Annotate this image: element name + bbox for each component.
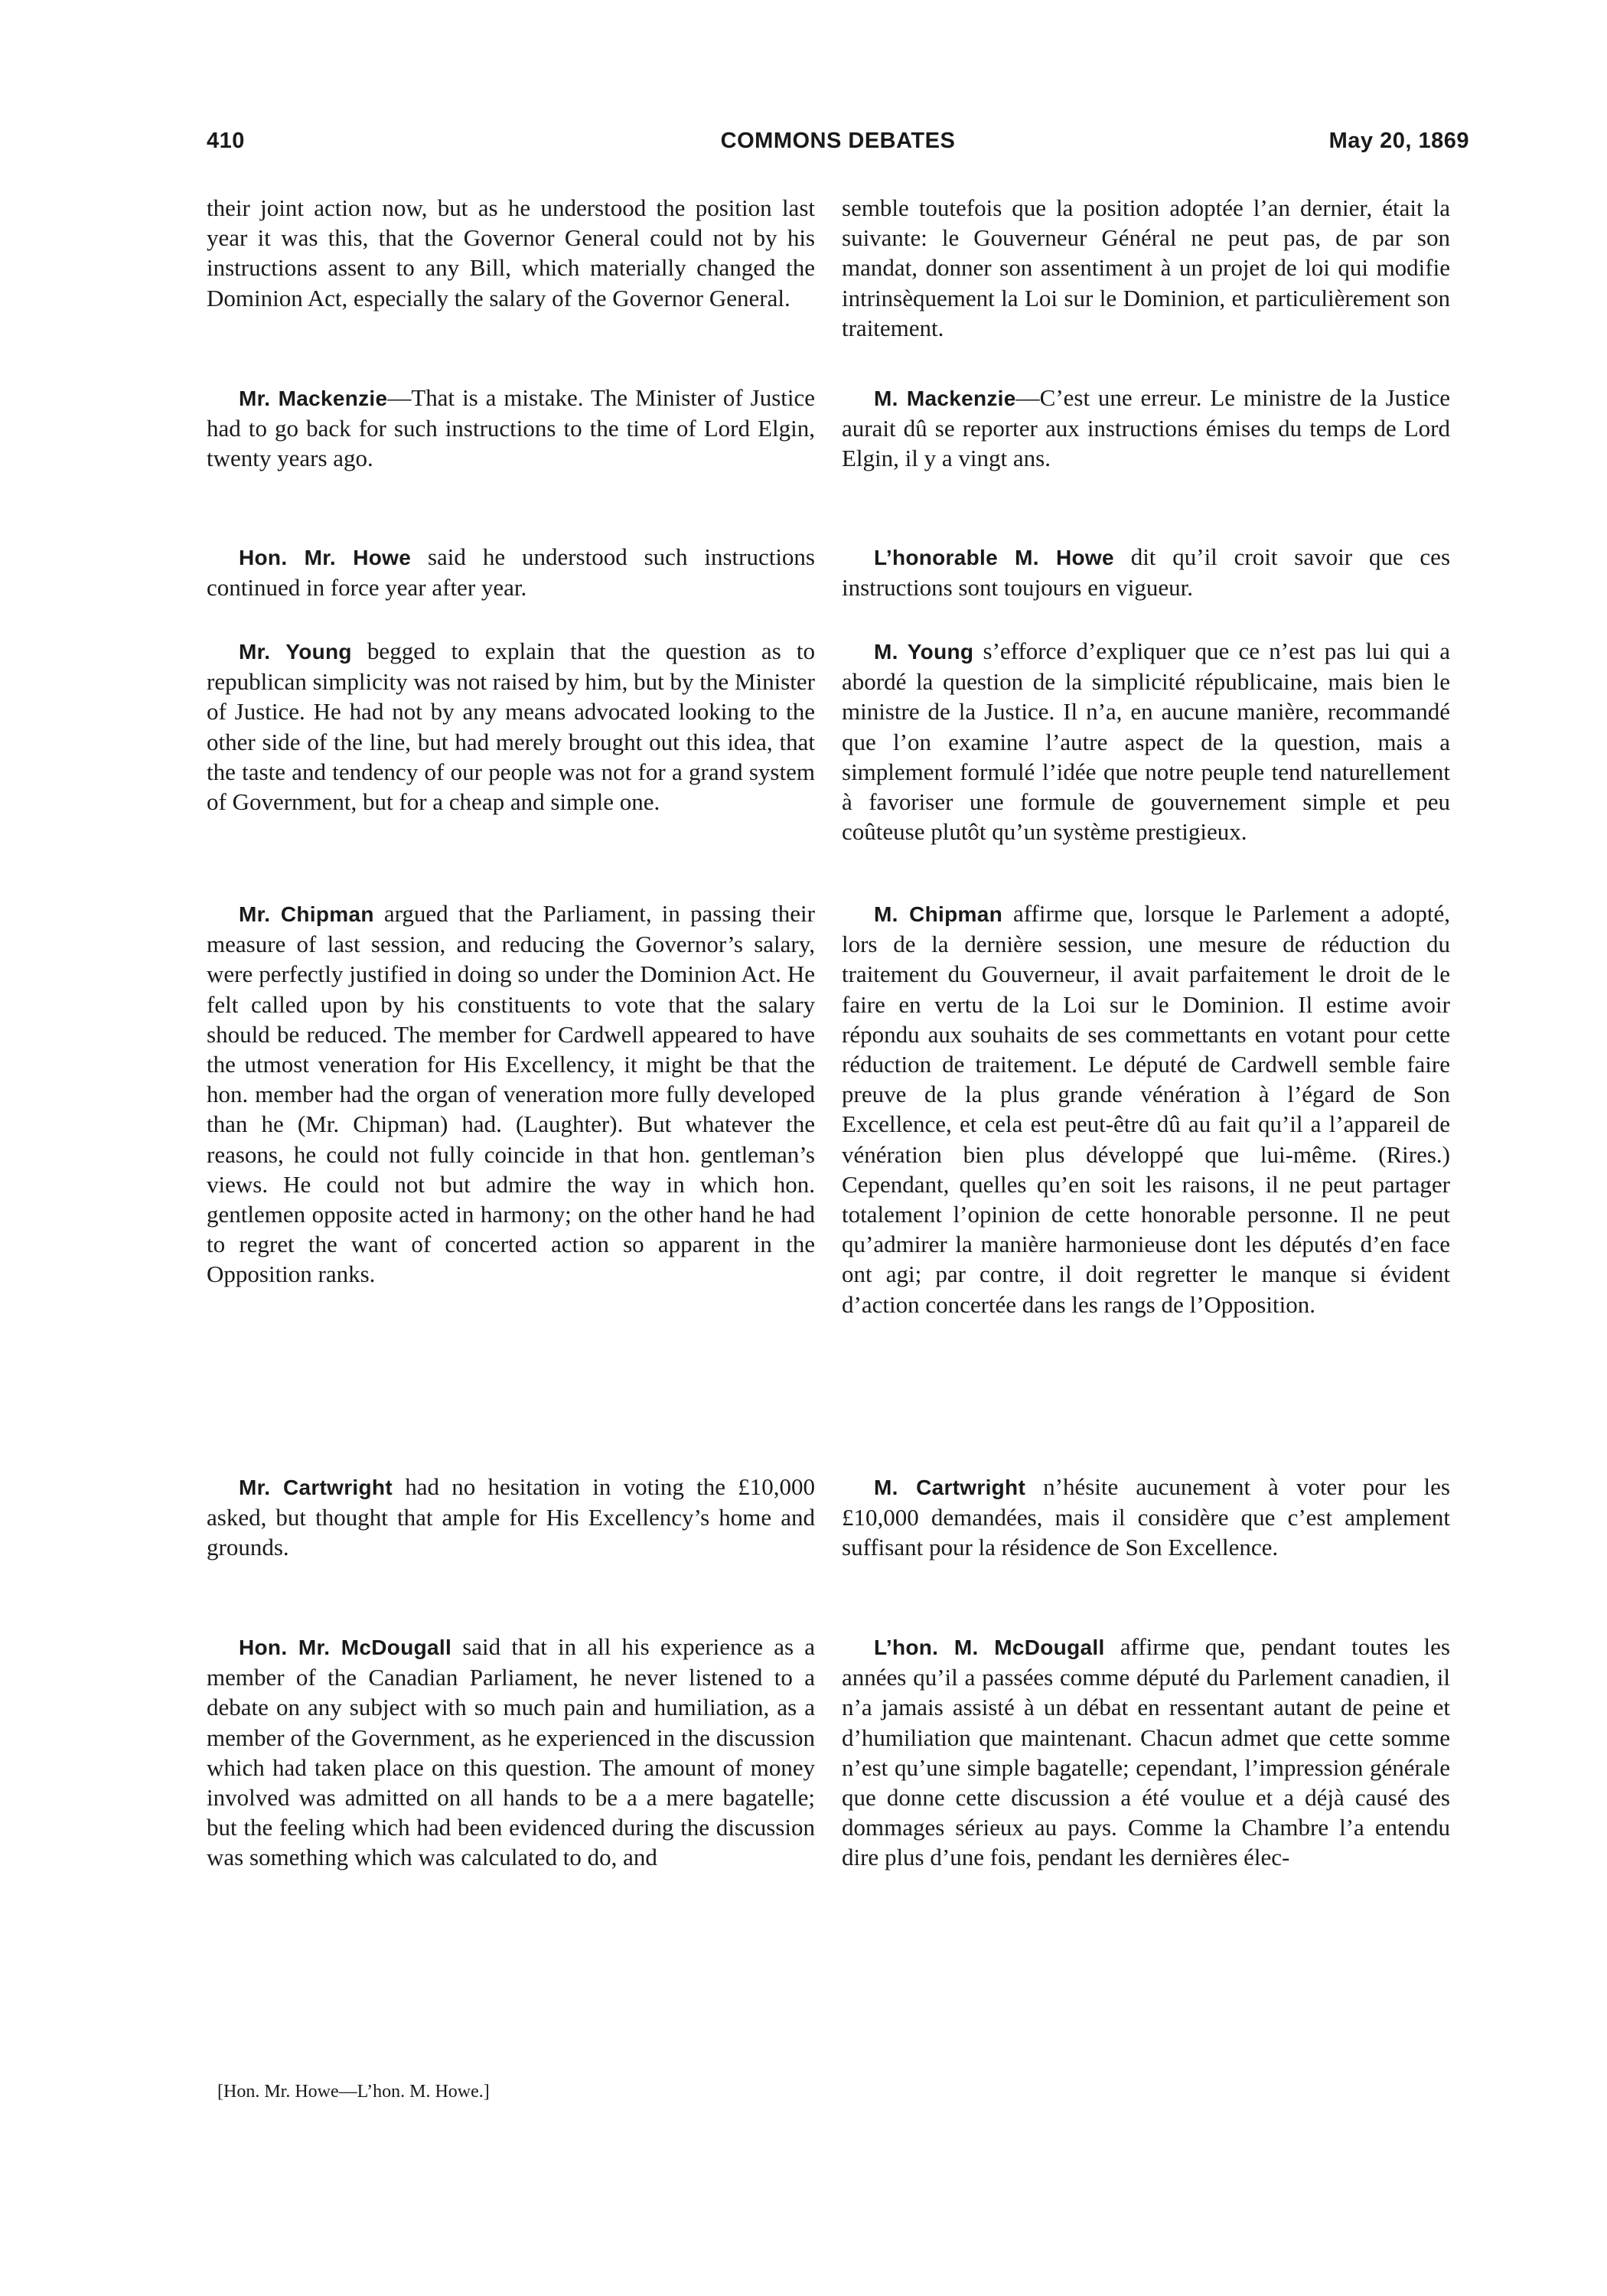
paragraph-fr-howe <box>842 542 1450 602</box>
speaker-name: M. Mackenzie <box>874 386 1016 410</box>
paragraph-text: said that in all his experience as a member of the Canadian Parliament, he never listened to a debate on any subject with so much pain and humiliation, as a member of the Government, as he experienced in the discussion which had taken place on this question. The amount of money involved was admitted on all hands to be a a mere bagatelle; but the feeling which had been evidenced during the discussion was something which was calculated to do, and <box>207 1633 815 1871</box>
speaker-name: Mr. Cartwright <box>239 1476 393 1499</box>
paragraph-text: begged to explain that the question as to republican simplicity was not raised by him, but by the Minister of Justice. He had not by any means advocated looking to the other side of the line, but had merely brought out this idea, that the taste and tendency of our people was not for a grand system of Government, but for a cheap and simple one. <box>207 638 815 816</box>
speaker-name: Mr. Mackenzie <box>239 386 388 410</box>
speaker-name: Mr. Young <box>239 640 352 664</box>
paragraph-text: their joint action now, but as he understood the position last year it was this, that the Governor General could not by his instructions assent to any Bill, which materially changed the Dominion Act, especially the salary of the Governor General. <box>207 194 815 311</box>
paragraph-en-young <box>207 636 815 817</box>
paragraph-text: argued that the Parliament, in passing their measure of last session, and reducing the Governor’s salary, were perfectly justified in doing so under the Dominion Act. He felt called upon by his constituents to vote that the salary should be reduced. The member for Cardwell appeared to have the utmost veneration for His Excellency, it might be that the hon. member had the organ of veneration more fully developed than he (Mr. Chipman) had. (Laughter). But whatever the reasons, he could not fully coincide in that hon. gentleman’s views. He could not but admire the way in which hon. gentlemen opposite acted in harmony; on the other hand he had to regret the want of concerted action so apparent in the Opposition ranks. <box>207 900 815 1288</box>
paragraph-text: semble toutefois que la position adoptée l’an dernier, était la suivante: le Gouverneur Général ne peut pas, de par son mandat, donner son assentiment à un projet de loi qui modifie intrinsèquement la Loi sur le Dominion, et particulièrement son traitement. <box>842 194 1450 341</box>
journal-title: COMMONS DEBATES <box>720 129 956 153</box>
paragraph-text: s’efforce d’expliquer que ce n’est pas lui qui a abordé la question de la simplicité républicaine, mais bien le ministre de la Justice. Il n’a, en aucune manière, recommandé que l’on examine l’autre aspect de la question, mais a simplement formulé l’idée que notre peuple tend naturellement à favoriser une formule de gouvernement simple et peu coûteuse plutôt qu’un système prestigieux. <box>842 638 1450 846</box>
page-header <box>207 129 1469 159</box>
paragraph-fr-cartwright <box>842 1472 1450 1563</box>
paragraph-fr-mcdougall <box>842 1632 1450 1873</box>
paragraph-text: had no hesitation in voting the £10,000 asked, but thought that ample for His Excellency’s home and grounds. <box>207 1473 815 1561</box>
paragraph-fr-young <box>842 636 1450 846</box>
paragraph-text: dit qu’il croit savoir que ces instructions sont toujours en vigueur. <box>842 543 1451 602</box>
speaker-name: L’hon. M. McDougall <box>874 1636 1105 1659</box>
paragraph-text: affirme que, lorsque le Parlement a adopté, lors de la dernière session, une mesure de réduction du traitement du Gouverneur, il avait parfaitement le droit de le faire en vertu de la Loi sur le Dominion. Il estime avoir répondu aux souhaits de ses commettants en votant pour cette réduction de traitement. Le député de Cardwell semble faire preuve de la plus grande vénération à l’égard de Son Excellence, et cela est peut-être dû au fait qu’il a l’appareil de vénération bien plus développé que lui-même. (Rires.) Cependant, quelles qu’en soit les raisons, il ne peut partager totalement l’opinion de cette honorable personne. Il ne peut qu’admirer la manière harmonieuse dont les députés d’en face ont agi; par contre, il doit regretter le manque si évident d’action concertée dans les rangs de l’Opposition. <box>842 900 1450 1318</box>
footnote: [Hon. Mr. Howe—L’hon. M. Howe.] <box>217 2082 490 2102</box>
paragraph-en-continuation <box>207 193 815 313</box>
speaker-name: M. Cartwright <box>874 1476 1026 1499</box>
paragraph-en-cartwright <box>207 1472 815 1563</box>
paragraph-text: affirme que, pendant toutes les années qu’il a passées comme député du Parlement canadien, il n’a jamais assisté à un débat en ressentant autant de peine et d’humiliation que maintenant. Chacun admet que cette somme n’est qu’une simple bagatelle; cependant, l’impression générale que donne cette discussion a été voulue et a déjà causé des dommages sérieux au pays. Comme la Chambre l’a entendu dire plus d’une fois, pendant les dernières élec- <box>842 1633 1450 1871</box>
speaker-name: M. Young <box>874 640 974 664</box>
paragraph-text: n’hésite aucunement à voter pour les £10,000 demandées, mais il considère que c’est amplement suffisant pour la résidence de Son Excellence. <box>842 1473 1450 1561</box>
speaker-name: Hon. Mr. McDougall <box>239 1636 452 1659</box>
paragraph-en-chipman <box>207 899 815 1290</box>
paragraph-fr-chipman <box>842 899 1450 1319</box>
paragraph-fr-continuation <box>842 193 1450 343</box>
paragraph-text: said he understood such instructions continued in force year after year. <box>207 543 815 602</box>
paragraph-text: —That is a mistake. The Minister of Justice had to go back for such instructions to the time of Lord Elgin, twenty years ago. <box>207 384 815 472</box>
speaker-name: Mr. Chipman <box>239 902 374 926</box>
speaker-name: L’honorable M. Howe <box>874 546 1114 569</box>
paragraph-fr-mackenzie <box>842 383 1450 474</box>
paragraph-en-mackenzie <box>207 383 815 474</box>
issue-date: May 20, 1869 <box>1328 129 1469 153</box>
page-number: 410 <box>207 129 245 153</box>
speaker-name: Hon. Mr. Howe <box>239 546 412 569</box>
speaker-name: M. Chipman <box>874 902 1002 926</box>
paragraph-text: —C’est une erreur. Le ministre de la Justice aurait dû se reporter aux instructions émises du temps de Lord Elgin, il y a vingt ans. <box>842 384 1450 472</box>
paragraph-en-mcdougall <box>207 1632 815 1873</box>
paragraph-en-howe <box>207 542 815 602</box>
